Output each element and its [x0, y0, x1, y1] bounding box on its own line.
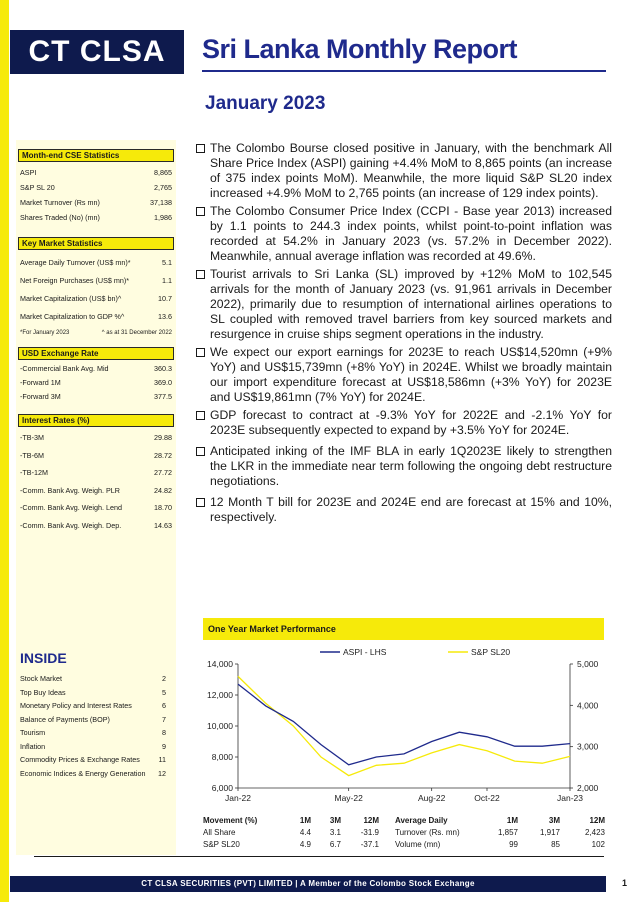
ct-clsa-logo: CT CLSA — [10, 30, 184, 74]
movement-table — [203, 815, 605, 851]
checkbox-bullet-icon — [196, 270, 205, 279]
contents-item[interactable]: Inflation 9 — [20, 741, 166, 751]
stat-row: -Forward 3M 377.5 — [20, 392, 172, 401]
chart-title: One Year Market Performance — [203, 618, 604, 640]
bullet-item: The Colombo Consumer Price Index (CCPI - Base year 2013) increased by 1.1 points to 244.3 index points, whilst point-to-point inflation was recorded at 54.2% in January 2023 (vs. 57.2% in December 2022). Meanwhile, annual average inflation was recorded at 49.6%. — [196, 204, 612, 264]
stat-row: Net Foreign Purchases (US$ mn)* 1.1 — [20, 276, 172, 285]
interest-rates-heading: Interest Rates (%) — [18, 414, 174, 427]
report-title: Sri Lanka Monthly Report — [202, 34, 518, 64]
stat-row: Average Daily Turnover (US$ mn)* 5.1 — [20, 258, 172, 267]
checkbox-bullet-icon — [196, 144, 205, 153]
contents-item[interactable]: Commodity Prices & Exchange Rates 11 — [20, 755, 166, 764]
stat-row: -Comm. Bank Avg. Weigh. Lend 18.70 — [20, 503, 172, 512]
stat-row: Market Capitalization (US$ bn)^ 10.7 — [20, 294, 172, 303]
legend-label: ASPI - LHS — [343, 647, 387, 657]
table-row: All Share 4.4 3.1 -31.9 Turnover (Rs. mn) 1,857 1,917 2,423 — [203, 828, 605, 837]
contents-item[interactable]: Stock Market 2 — [20, 674, 166, 683]
inside-contents-list — [20, 672, 166, 780]
footnote: *For January 2023 ^ as at 31 December 2022 — [20, 330, 172, 336]
title-divider — [202, 70, 606, 72]
usd-rate-heading: USD Exchange Rate — [18, 347, 174, 360]
series-line-aspi — [238, 684, 570, 765]
x-tick-label: Jan-22 — [225, 793, 251, 803]
checkbox-bullet-icon — [196, 411, 205, 420]
stat-row: -TB-12M 27.72 — [20, 468, 172, 477]
stat-row: S&P SL 20 2,765 — [20, 183, 172, 192]
y-tick-label-right: 5,000 — [577, 659, 599, 669]
stat-row: Shares Traded (No) (mn) 1,986 — [20, 213, 172, 222]
checkbox-bullet-icon — [196, 348, 205, 357]
footer-bar: CT CLSA SECURITIES (PVT) LIMITED | A Member of the Colombo Stock Exchange — [10, 876, 606, 892]
x-tick-label: May-22 — [334, 793, 363, 803]
y-tick-label-left: 6,000 — [211, 783, 233, 793]
y-tick-label-left: 8,000 — [211, 752, 233, 762]
table-row: S&P SL20 4.9 6.7 -37.1 Volume (mn) 99 85 102 — [203, 840, 605, 849]
contents-item[interactable]: Monetary Policy and Interest Rates 6 — [20, 701, 166, 710]
bullet-item: GDP forecast to contract at -9.3% YoY for 2022E and -2.1% YoY for 2023E subsequently expected to expand by +3.5% YoY for 2024E. — [196, 408, 612, 438]
page-number: 1 — [622, 878, 628, 888]
y-tick-label-left: 12,000 — [207, 690, 233, 700]
y-tick-label-left: 10,000 — [207, 721, 233, 731]
y-tick-label-right: 2,000 — [577, 783, 599, 793]
stat-row: -TB-6M 28.72 — [20, 450, 172, 460]
stat-row: -Comm. Bank Avg. Weigh. Dep. 14.63 — [20, 520, 172, 530]
market-performance-chart — [200, 642, 610, 810]
stat-row: -Comm. Bank Avg. Weigh. PLR 24.82 — [20, 485, 172, 495]
table-header-row: Movement (%) 1M 3M 12M Average Daily 1M 3M 12M — [203, 816, 605, 825]
cse-stats-heading: Month-end CSE Statistics — [18, 149, 174, 162]
bullet-item: Tourist arrivals to Sri Lanka (SL) improved by +12% MoM to 102,545 arrivals for the month of January 2023 (vs. 91,961 arrivals in December 2022), primarily due to resumption of international airlines operations to SL coupled with removed travel barriers from key sourced markets and resurgence in cruise ships segment operations in the industry. — [196, 267, 612, 342]
stat-row: -Forward 1M 369.0 — [20, 378, 172, 387]
line-chart-svg — [200, 642, 610, 810]
contents-item[interactable]: Balance of Payments (BOP) 7 — [20, 714, 166, 724]
left-accent-strip — [0, 0, 9, 902]
y-tick-label-left: 14,000 — [207, 659, 233, 669]
bottom-divider — [34, 856, 604, 857]
inside-heading: INSIDE — [20, 650, 67, 666]
report-month: January 2023 — [205, 93, 326, 114]
contents-item[interactable]: Top Buy Ideas 5 — [20, 687, 166, 697]
checkbox-bullet-icon — [196, 207, 205, 216]
bullet-item: 12 Month T bill for 2023E and 2024E end are forecast at 15% and 10%, respectively. — [196, 495, 612, 525]
x-tick-label: Aug-22 — [417, 793, 446, 803]
bullet-item: Anticipated inking of the IMF BLA in early 1Q2023E likely to strengthen the LKR in the immediate near term following the ongoing debt restructure negotiations. — [196, 444, 612, 489]
contents-item[interactable]: Tourism 8 — [20, 728, 166, 737]
legend-label: S&P SL20 — [471, 647, 511, 657]
summary-bullets — [196, 141, 612, 528]
bullet-item: The Colombo Bourse closed positive in January, with the benchmark All Share Price Index (ASPI) gaining +4.4% MoM to 8,865 points (an increase of 375 index points MoM). Meanwhile, the more liquid S&P SL20 index increased +4.9% MoM to 2,765 points (an increase of 129 index points). — [196, 141, 612, 201]
y-tick-label-right: 4,000 — [577, 700, 599, 711]
stat-row: Market Capitalization to GDP %^ 13.6 — [20, 312, 172, 321]
stat-row: ASPI 8,865 — [20, 168, 172, 177]
contents-item[interactable]: Economic Indices & Energy Generation 12 — [20, 768, 166, 778]
y-tick-label-right: 3,000 — [577, 741, 599, 752]
series-line-spsl20 — [238, 676, 570, 775]
stat-row: -Commercial Bank Avg. Mid 360.3 — [20, 364, 172, 373]
x-tick-label: Oct-22 — [474, 793, 500, 803]
x-tick-label: Jan-23 — [557, 793, 583, 803]
checkbox-bullet-icon — [196, 498, 205, 507]
bullet-item: We expect our export earnings for 2023E to reach US$14,520mn (+9% YoY) and US$15,739mn (+8% YoY) in 2024E. Whilst we broadly maintain our import expenditure forecast at US$18,586mn (+3% YoY) for 2023E and US$19,861mn (7% YoY) for 2024E. — [196, 345, 612, 405]
stat-row: Market Turnover (Rs mn) 37,138 — [20, 198, 172, 207]
key-market-heading: Key Market Statistics — [18, 237, 174, 250]
checkbox-bullet-icon — [196, 447, 205, 456]
stat-row: -TB-3M 29.88 — [20, 433, 172, 442]
